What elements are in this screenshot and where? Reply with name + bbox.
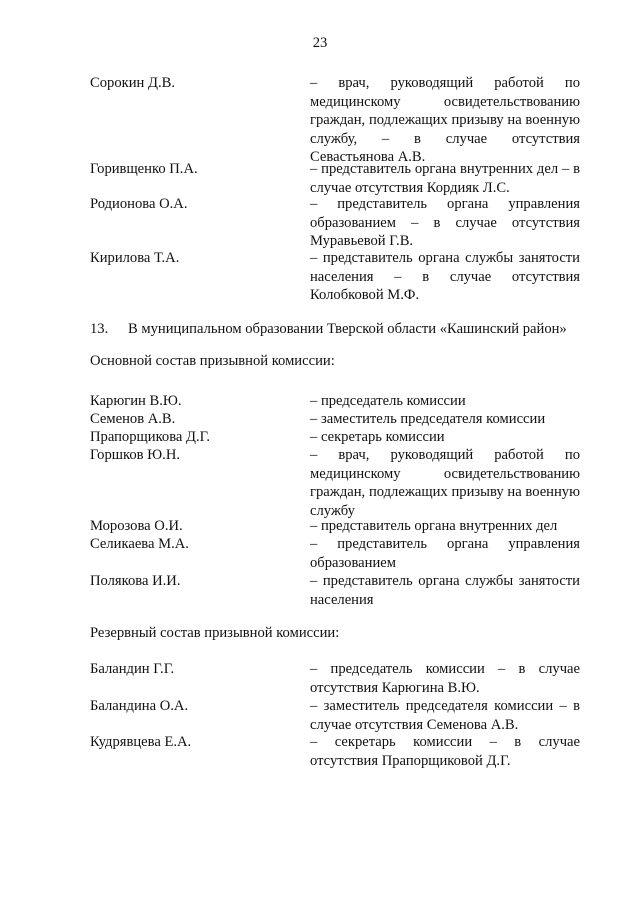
member-role: – представитель органа службы занятости населения – в случае отсутствия Колобковой М.Ф. [310,250,580,303]
member-role: – представитель органа управления образованием [310,536,580,571]
item-13-number: 13. [90,321,109,337]
member-name: Карюгин В.Ю. [90,393,182,409]
member-role: – врач, руководящий работой по медицинскому освидетельствованию граждан, подлежащих призыву на военную службу [310,447,580,519]
member-name: Баландин Г.Г. [90,661,175,677]
member-name: Сорокин Д.В. [90,75,175,91]
reserve-composition-heading: Резервный состав призывной комиссии: [90,625,340,641]
main-composition-heading: Основной состав призывной комиссии: [90,353,335,369]
member-name: Кирилова Т.А. [90,250,180,266]
member-name: Семенов А.В. [90,411,176,427]
member-name: Кудрявцева Е.А. [90,734,192,750]
member-role: – заместитель председателя комиссии [310,411,546,427]
item-13-title: В муниципальном образовании Тверской области «Кашинский район» [128,321,567,337]
member-role: – секретарь комиссии – в случае отсутствия Прапорщиковой Д.Г. [310,734,580,769]
member-name: Баландина О.А. [90,698,189,714]
member-role: – представитель органа внутренних дел – в случае отсутствия Кордияк Л.С. [310,161,580,196]
page-number: 23 [312,35,328,51]
member-name: Морозова О.И. [90,518,183,534]
member-name: Горивщенко П.А. [90,161,198,177]
member-role: – заместитель председателя комиссии – в случае отсутствия Семенова А.В. [310,698,580,733]
member-name: Полякова И.И. [90,573,181,589]
member-role: – врач, руководящий работой по медицинскому освидетельствованию граждан, подлежащих призыву на военную службу, – в случае отсутствия Севастьянова А.В. [310,75,580,165]
member-role: – представитель органа управления образованием – в случае отсутствия Муравьевой Г.В. [310,196,580,249]
member-name: Селикаева М.А. [90,536,189,552]
member-role: – представитель органа внутренних дел [310,518,558,534]
member-name: Прапорщикова Д.Г. [90,429,211,445]
member-role: – председатель комиссии – в случае отсутствия Карюгина В.Ю. [310,661,580,696]
member-name: Родионова О.А. [90,196,188,212]
member-name: Горшков Ю.Н. [90,447,181,463]
member-role: – председатель комиссии [310,393,466,409]
member-role: – секретарь комиссии [310,429,445,445]
member-role: – представитель органа службы занятости населения [310,573,580,608]
